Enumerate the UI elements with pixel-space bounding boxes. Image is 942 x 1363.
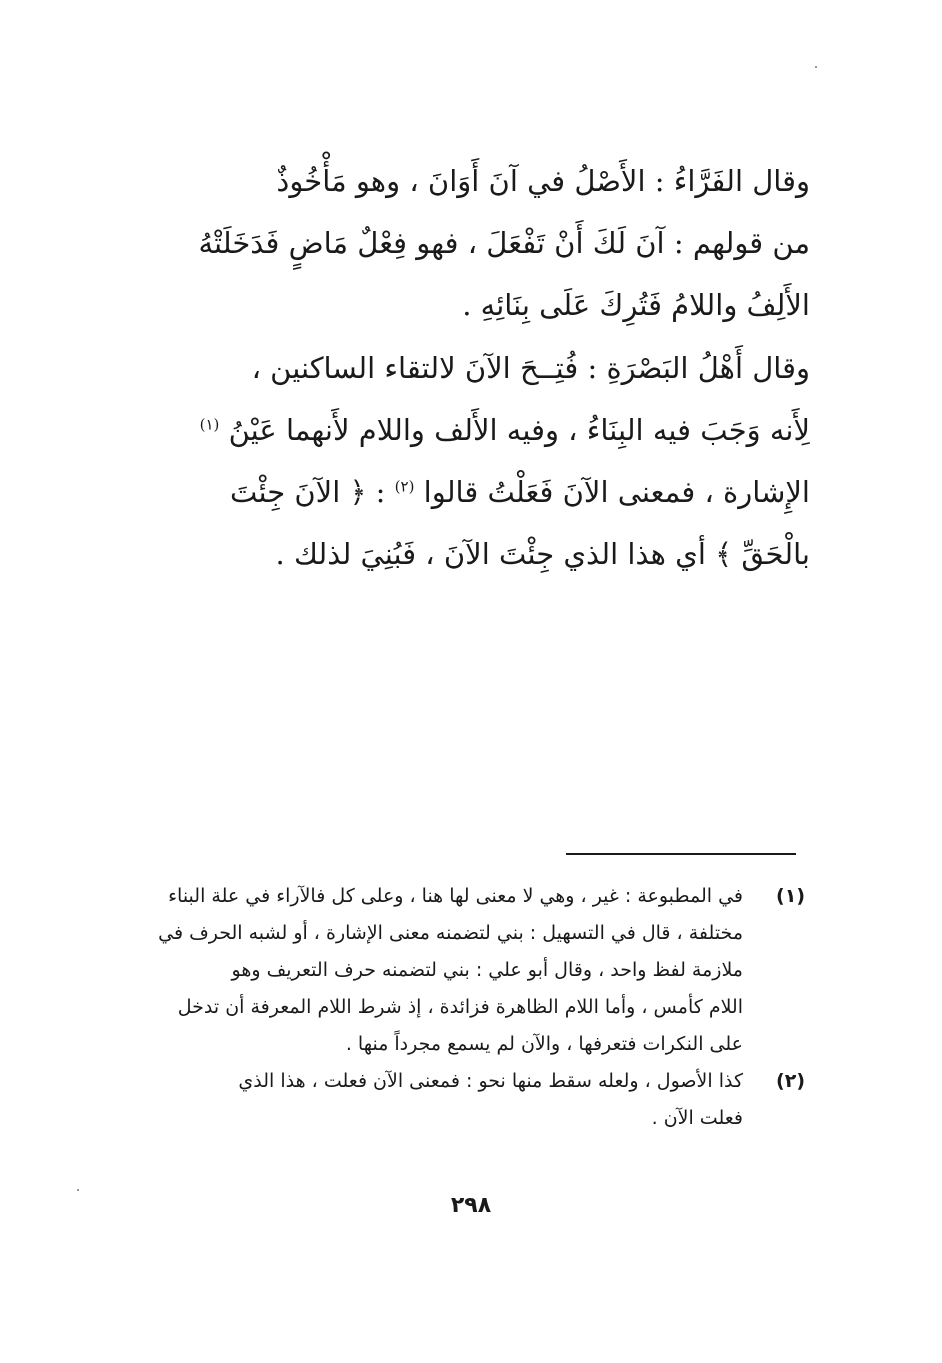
footnote-number: (١) [776, 885, 805, 907]
footnote-body [125, 878, 743, 1063]
quote-opening: : ﴿ الآنَ جِئْتَ [229, 475, 386, 509]
footnote-number: (٢) [776, 1070, 805, 1092]
text-line [120, 461, 810, 523]
footnote-ref-2: (٢) [394, 477, 415, 496]
footnote-separator [566, 853, 796, 855]
footnote-line: مختلفة ، قال في التسهيل : بني لتضمنه معنى الإشارة ، أو لشبه الحرف في [158, 922, 743, 944]
text-line-content: الإِشارة ، فمعنى الآنَ فَعَلْتُ قالوا [423, 475, 810, 509]
footnote-body [125, 1063, 743, 1137]
footnote-ref-1: (١) [199, 415, 220, 434]
text-line [120, 399, 810, 461]
scan-speck [77, 1189, 79, 1191]
text-line: بالْحَقِّ ﴾ أي هذا الذي جِئْتَ الآنَ ، فَبُنِيَ لذلك . [275, 537, 810, 571]
page-number: ٢٩٨ [450, 1193, 492, 1218]
text-line-content: لِأَنه وَجَبَ فيه البِنَاءُ ، وفيه الأَلف واللام لأَنهما عَيْنُ [228, 413, 810, 447]
footnote-line: اللام كأمس ، وأما اللام الظاهرة فزائدة ، إذ شرط اللام المعرفة أن تدخل [177, 996, 743, 1018]
text-line: الأَلِفُ واللامُ فَتُرِكَ عَلَى بِنَائِهِ . [462, 288, 810, 322]
paragraph-1 [120, 150, 810, 336]
footnote-1 [125, 878, 805, 1063]
text-line: وقال الفَرَّاءُ : الأَصْلُ في آنَ أَوَانَ ، وهو مَأْخُوذٌ [276, 164, 810, 198]
footnotes [125, 878, 805, 1137]
text-line: وقال أَهْلُ البَصْرَةِ : فُتِــحَ الآنَ لالتقاء الساكنين ، [251, 351, 810, 385]
footnote-line: كذا الأصول ، ولعله سقط منها نحو : فمعنى الآن فعلت ، هذا الذي [238, 1070, 743, 1092]
paragraph-2 [120, 337, 810, 585]
footnote-line: على النكرات فتعرفها ، والآن لم يسمع مجرداً منها . [345, 1033, 743, 1055]
footnote-line: فعلت الآن . [651, 1107, 743, 1129]
footnote-line: ملازمة لفظ واحد ، وقال أبو علي : بني لتضمنه حرف التعريف وهو [231, 959, 743, 981]
text-line: من قولهم : آنَ لَكَ أَنْ تَفْعَلَ ، فهو فِعْلٌ مَاضٍ فَدَخَلَتْهُ [198, 226, 810, 260]
footnote-2 [125, 1063, 805, 1137]
scan-speck [815, 66, 817, 68]
footnote-line: في المطبوعة : غير ، وهي لا معنى لها هنا ، وعلى كل فالآراء في علة البناء [168, 885, 743, 907]
